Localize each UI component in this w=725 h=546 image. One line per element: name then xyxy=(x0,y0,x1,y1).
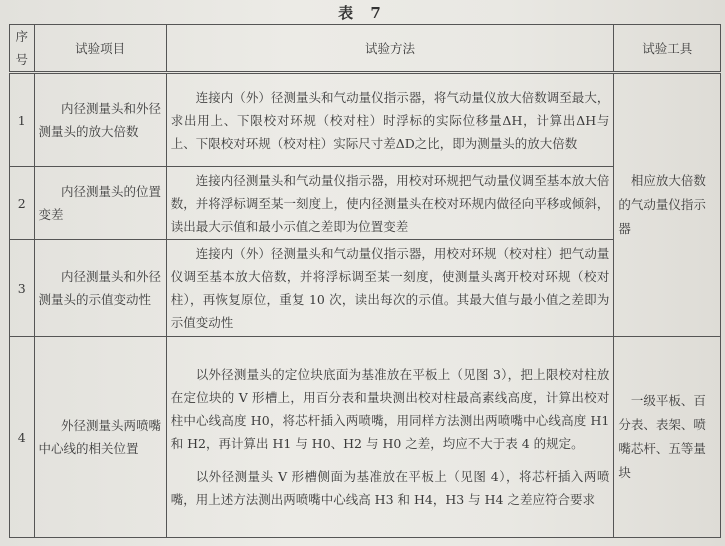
table-row xyxy=(10,240,721,337)
test-item: 内径测量头和外径测量头的示值变动性 xyxy=(34,240,166,337)
method-paragraph: 连接内径测量头和气动量仪指示器，用校对环规把气动量仪调至基本放大倍数，并将浮标调至某一刻度上，使内径测量头在校对环规内做径向平移或倾斜，读出最大示值和最小示值之差即为位置变差 xyxy=(170,172,610,234)
header-method: 试验方法 xyxy=(166,25,614,73)
table-row xyxy=(10,73,721,167)
method-paragraph: 连接内（外）径测量头和气动量仪指示器，用校对环规（校对柱）把气动量仪调至基本放大倍数，并将浮标调至某一刻度，使测量头离开校对环规（校对柱），再恢复原位，重复 10 次，读出每次的示值。其最大值与最小值之差即为示值变动性 xyxy=(170,246,610,330)
table-row xyxy=(10,337,721,538)
test-method xyxy=(166,240,614,337)
method-paragraph: 连接内（外）径测量头和气动量仪指示器，将气动量仪放大倍数调至最大，求出用上、下限校对环规（校对柱）时浮标的实际位移量ΔH，计算出ΔH与上、下限校对环规（校对柱）实际尺寸差ΔD之比，即为测量头的放大倍数 xyxy=(170,89,610,151)
test-method xyxy=(166,167,614,240)
row-number: 2 xyxy=(10,167,35,240)
test-item: 内径测量头的位置变差 xyxy=(34,167,166,240)
header-no: 序号 xyxy=(10,25,35,73)
header-tool: 试验工具 xyxy=(614,25,721,73)
table-caption: 表 7 xyxy=(338,4,387,22)
row-number: 4 xyxy=(10,337,35,538)
test-tool: 相应放大倍数的气动量仪指示器 xyxy=(614,73,721,337)
test-method xyxy=(166,337,614,538)
test-item: 外径测量头两喷嘴中心线的相关位置 xyxy=(34,337,166,538)
table-header-row xyxy=(10,25,721,73)
method-paragraph: 以外径测量头 V 形槽侧面为基准放在平板上（见图 4），将芯杆插入两喷嘴，用上述方法测出两喷嘴中心线高 H3 和 H4，H3 与 H4 之差应符合要求 xyxy=(170,469,610,507)
test-methods-table xyxy=(9,24,721,538)
header-item: 试验项目 xyxy=(34,25,166,73)
row-number: 1 xyxy=(10,73,35,167)
test-tool: 一级平板、百分表、表架、喷嘴芯杆、五等量块 xyxy=(614,337,721,538)
table-row xyxy=(10,167,721,240)
row-number: 3 xyxy=(10,240,35,337)
test-item: 内径测量头和外径测量头的放大倍数 xyxy=(34,73,166,167)
test-method xyxy=(166,73,614,167)
method-paragraph: 以外径测量头的定位块底面为基准放在平板上（见图 3），把上限校对柱放在定位块的 V 形槽上，用百分表和量块测出校对柱最高素线高度，计算出校对柱中心线高度 H0，将芯杆插入两喷嘴，用同样方法测出两喷嘴中心线高度 H1 和 H2，再计算出 H1 与 H0、H2 与 H0 之差，均应不大于表 4 的规定。 xyxy=(170,367,610,451)
